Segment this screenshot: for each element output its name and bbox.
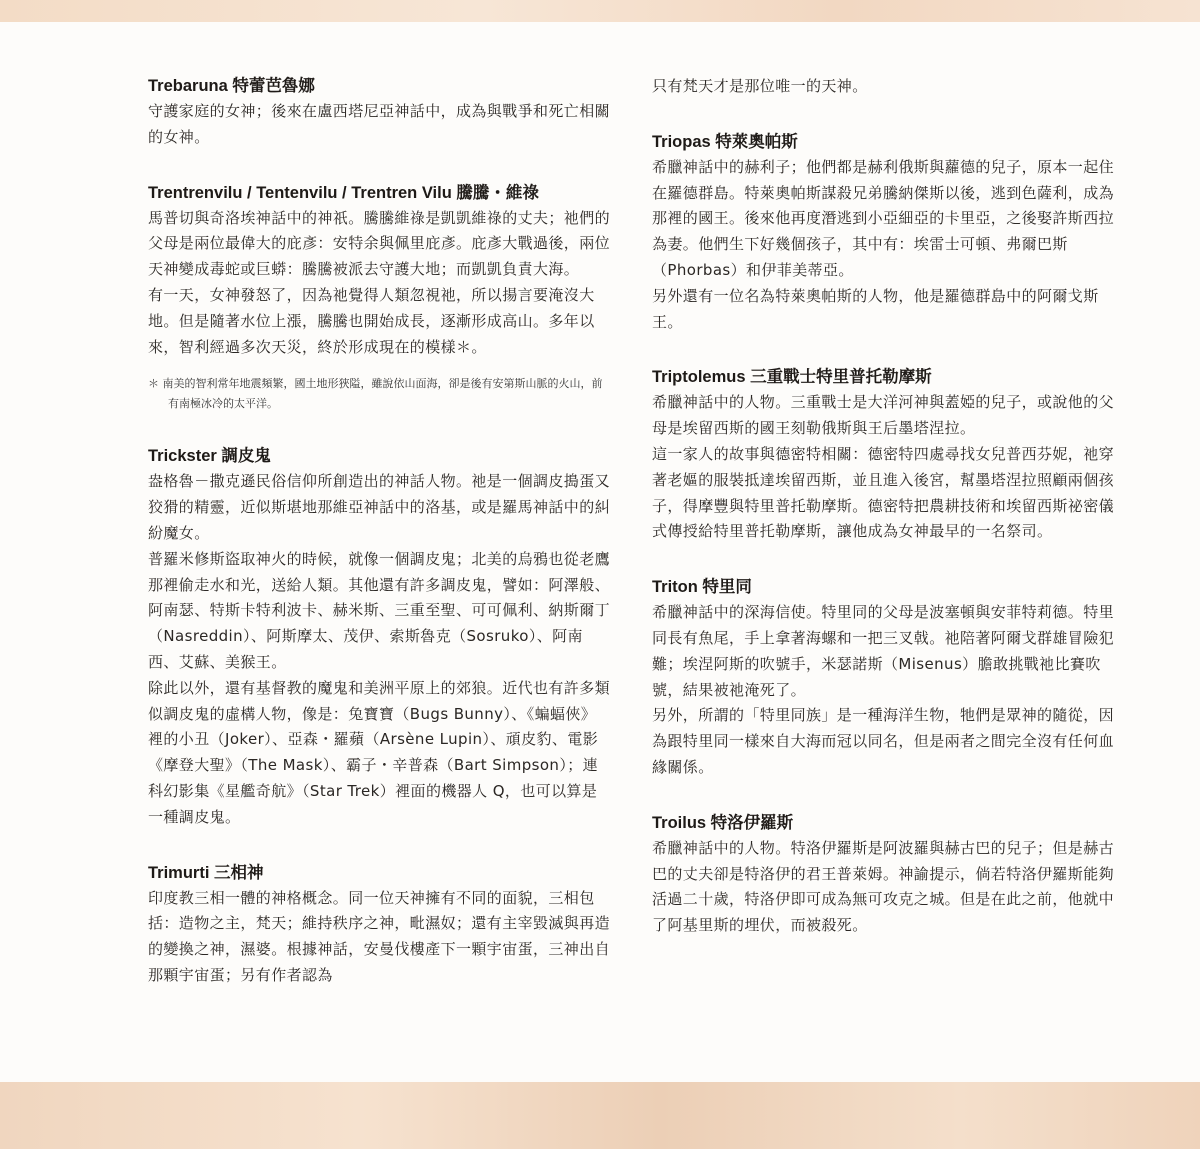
entry-text: 有一天，女神發怒了，因為祂覺得人類忽視祂，所以揚言要淹沒大地。但是隨著水位上漲，騰騰也開始成長，逐漸形成高山。多年以來，智利經過多次天災，終於形成現在的模樣＊。 [148,285,595,356]
entry-title: Triopas 特萊奧帕斯 [652,132,798,151]
footnote: ＊ 南美的智利常年地震頻繁，國土地形狹隘，雖說依山面海，卻是後有安第斯山脈的火山，前有南極冰冷的太平洋。 [148,377,603,411]
entry-troilus [652,811,1114,939]
right-column [652,74,1114,969]
entry-text: 除此以外，還有基督教的魔鬼和美洲平原上的郊狼。近代也有許多類似調皮鬼的虛構人物，像是：兔寶寶（Bugs Bunny）、《蝙蝠俠》裡的小丑（Joker）、亞森・羅蘋（Arsène Lupin）、頑皮豹、電影《摩登大聖》（The Mask）、霸子・辛普森（Bart Simpson）；連科幻影集《星艦奇航》（Star Trek）裡面的機器人 Q，也可以算是一種調皮鬼。 [148,678,611,826]
page-edge-top [0,0,1200,22]
entry-trentrenvilu [148,181,610,415]
entry-text: 希臘神話中的深海信使。特里同的父母是波塞頓與安菲特莉德。特里同長有魚尾，手上拿著海螺和一把三叉戟。祂陪著阿爾戈群雄冒險犯難；埃涅阿斯的吹號手，米瑟諾斯（Misenus）膽敢挑戰祂比賽吹號，結果被祂淹死了。 [652,603,1115,699]
entry-text: 另外還有一位名為特萊奧帕斯的人物，他是羅德群島中的阿爾戈斯王。 [652,286,1099,331]
entry-title: Triton 特里同 [652,578,752,597]
entry-triptolemus [652,365,1114,545]
continued-text: 只有梵天才是那位唯一的天神。 [652,77,868,95]
entry-trickster [148,444,610,830]
entry-text: 守護家庭的女神；後來在盧西塔尼亞神話中，成為與戰爭和死亡相關的女神。 [148,102,611,146]
entry-title: Trebaruna 特蕾芭魯娜 [148,77,315,95]
entry-triopas [652,130,1114,336]
entry-text: 希臘神話中的人物。特洛伊羅斯是阿波羅與赫古巴的兒子；但是赫古巴的丈夫卻是特洛伊的君王普萊姆。神諭提示，倘若特洛伊羅斯能夠活過二十歲，特洛伊即可成為無可攻克之城。但是在此之前，他就中了阿基里斯的埋伏，而被殺死。 [652,838,1115,935]
entry-title: Trentrenvilu / Tentenvilu / Trentren Vilu 騰騰・維祿 [148,183,539,202]
entry-text: 盎格魯－撒克遜民俗信仰所創造出的神話人物。祂是一個調皮搗蛋又狡猾的精靈，近似斯堪地那維亞神話中的洛基，或是羅馬神話中的糾紛魔女。 [148,472,611,542]
entry-title: Trimurti 三相神 [148,863,264,882]
left-column [148,74,610,1019]
entry-text: 這一家人的故事與德密特相關：德密特四處尋找女兒普西芬妮，祂穿著老嫗的服裝抵達埃留西斯，並且進入後宮，幫墨塔涅拉照顧兩個孩子，得摩豐與特里普托勒摩斯。德密特把農耕技術和埃留西斯祕密儀式傳授給特里普托勒摩斯，讓他成為女神最早的一名祭司。 [652,444,1115,541]
entry-triton [652,575,1114,781]
page-edge-bottom [0,1082,1200,1149]
entry-text: 馬普切與奇洛埃神話中的神祇。騰騰維祿是凱凱維祿的丈夫；祂們的父母是兩位最偉大的庇彥：安特余與佩里庇彥。庇彥大戰過後，兩位天神變成毒蛇或巨蟒：騰騰被派去守護大地；而凱凱負責大海。 [148,208,611,279]
entry-text: 希臘神話中的人物。三重戰士是大洋河神與蓋婭的兒子，或說他的父母是埃留西斯的國王刻勒俄斯與王后墨塔涅拉。 [652,393,1115,438]
entry-text: 印度教三相一體的神格概念。同一位天神擁有不同的面貌，三相包括：造物之主，梵天；維持秩序之神，毗濕奴；還有主宰毀滅與再造的變換之神，濕婆。根據神話，安曼伐樓產下一顆宇宙蛋，三神出自那顆宇宙蛋；另有作者認為 [148,888,611,984]
entry-title: Trickster 調皮鬼 [148,447,271,466]
entry-trebaruna [148,74,610,151]
entry-title: Triptolemus 三重戰士特里普托勒摩斯 [652,368,932,387]
entry-text: 希臘神話中的赫利子；他們都是赫利俄斯與蘿德的兒子，原本一起住在羅德群島。特萊奧帕斯謀殺兄弟騰納傑斯以後，逃到色薩利，成為那裡的國王。後來他再度潛逃到小亞細亞的卡里亞，之後娶許斯西拉為妻。他們生下好幾個孩子，其中有：埃雷士可頓、弗爾巴斯（Phorbas）和伊菲美蒂亞。 [652,157,1115,279]
entry-trimurti [148,861,610,989]
entry-text: 普羅米修斯盜取神火的時候，就像一個調皮鬼；北美的烏鴉也從老鷹那裡偷走水和光，送給人類。其他還有許多調皮鬼，譬如：阿澤般、阿南瑟、特斯卡特利波卡、赫米斯、三重至聖、可可佩利、納斯爾丁（Nasreddin）、阿斯摩太、茂伊、索斯魯克（Sosruko）、阿南西、艾蘇、美猴王。 [148,549,611,671]
entry-title: Troilus 特洛伊羅斯 [652,813,794,832]
entry-text: 另外，所謂的「特里同族」是一種海洋生物，牠們是眾神的隨從，因為跟特里同一樣來自大海而冠以同名，但是兩者之間完全沒有任何血緣關係。 [652,706,1115,776]
